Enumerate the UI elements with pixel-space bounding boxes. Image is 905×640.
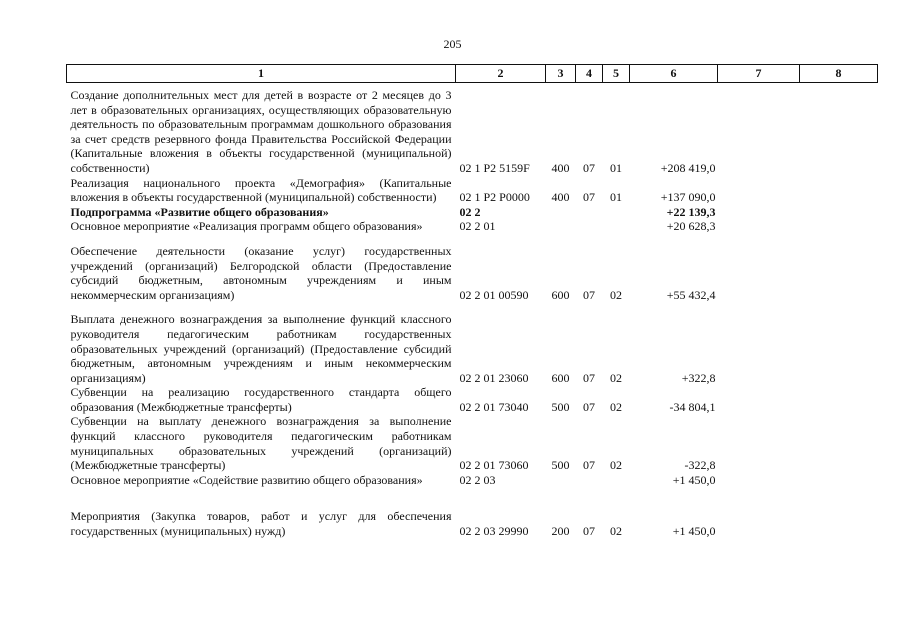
row-col8 — [800, 234, 878, 302]
row-col3: 600 — [551, 370, 570, 385]
row-col4: 07 — [583, 370, 595, 385]
row-col5: 01 — [610, 160, 622, 175]
row-col5: 01 — [610, 190, 622, 205]
row-code: 02 2 01 00590 — [459, 287, 529, 302]
row-code: 02 2 01 — [459, 219, 496, 234]
row-col7 — [718, 205, 800, 220]
row-code: 02 1 P2 P0000 — [459, 190, 530, 205]
table-row — [67, 385, 878, 414]
budget-table — [66, 64, 878, 539]
row-col7 — [718, 234, 800, 302]
row-amount: -322,8 — [684, 458, 716, 473]
row-col3 — [546, 473, 576, 488]
column-header: 8 — [800, 65, 878, 83]
row-col3: 400 — [551, 190, 570, 205]
row-code: 02 2 03 29990 — [459, 524, 529, 539]
row-description: Создание дополнительных мест для детей в возрасте от 2 месяцев до 3 лет в образовательных организациях, осуществляющих образовательную деятельность по образовательным программам дошкольного образования за счет средств резервного фонда Правительства Российской Федерации (Капитальные вложения в объекты государственной (муниципальной) собственности) — [70, 88, 452, 175]
table-row — [67, 473, 878, 488]
header-row — [67, 65, 878, 83]
row-col5: 02 — [610, 458, 622, 473]
row-col4: 07 — [583, 287, 595, 302]
row-col7 — [718, 302, 800, 385]
row-col3 — [546, 219, 576, 234]
column-header: 2 — [456, 65, 546, 83]
row-amount: +22 139,3 — [666, 204, 716, 219]
row-amount: -34 804,1 — [669, 399, 716, 414]
row-col7 — [718, 83, 800, 176]
row-col7 — [718, 487, 800, 538]
row-description: Выплата денежного вознаграждения за выполнение функций классного руководителя педагогическим работникам государственных образовательных учреждений (организаций) (Предоставление субсидий бюджетным, автономным учреждениям и иным некоммерческим организациям) — [70, 312, 452, 385]
column-header: 7 — [718, 65, 800, 83]
row-col8 — [800, 205, 878, 220]
row-description: Субвенции на реализацию государственного стандарта общего образования (Межбюджетные трансферты) — [70, 385, 452, 414]
page-number: 205 — [443, 37, 462, 51]
column-header: 5 — [603, 65, 630, 83]
row-col4: 07 — [583, 524, 595, 539]
row-code: 02 2 03 — [459, 472, 496, 487]
row-description: Обеспечение деятельности (оказание услуг) государственных учреждений (организаций) Белгородской области (Предоставление субсидий бюджетным, автономным учреждениям и иным некоммерческим организациям) — [70, 243, 452, 302]
row-col5 — [603, 219, 630, 234]
row-col3: 400 — [551, 160, 570, 175]
row-col4: 07 — [583, 458, 595, 473]
subprogram-row — [67, 205, 878, 220]
row-col8 — [800, 414, 878, 472]
table-row — [67, 487, 878, 538]
row-code: 02 1 P2 5159F — [459, 160, 530, 175]
row-col8 — [800, 176, 878, 205]
row-col8 — [800, 302, 878, 385]
row-col7 — [718, 219, 800, 234]
column-header: 3 — [546, 65, 576, 83]
row-col4 — [576, 205, 603, 220]
column-header: 6 — [630, 65, 718, 83]
row-description: Субвенции на выплату денежного вознаграждения за выполнение функций классного руководителя педагогическим работникам муниципальных образовательных учреждений (организаций) (Межбюджетные трансферты) — [70, 414, 452, 473]
row-code: 02 2 01 73040 — [459, 399, 529, 414]
row-col4: 07 — [583, 399, 595, 414]
row-code: 02 2 01 73060 — [459, 458, 529, 473]
row-amount: +20 628,3 — [666, 219, 716, 234]
table-row — [67, 176, 878, 205]
row-col7 — [718, 473, 800, 488]
row-col7 — [718, 176, 800, 205]
table-row — [67, 414, 878, 472]
table-row — [67, 302, 878, 385]
row-col3 — [546, 205, 576, 220]
row-description: Основное мероприятие «Реализация программ общего образования» — [70, 219, 423, 234]
row-amount: +55 432,4 — [666, 287, 716, 302]
row-col5: 02 — [610, 524, 622, 539]
row-amount: +1 450,0 — [672, 472, 716, 487]
row-col3: 200 — [551, 524, 570, 539]
row-description: Мероприятия (Закупка товаров, работ и услуг для обеспечения государственных (муниципальных) нужд) — [70, 509, 452, 539]
row-col8 — [800, 487, 878, 538]
row-col8 — [800, 219, 878, 234]
column-header: 4 — [576, 65, 603, 83]
row-col4: 07 — [583, 160, 595, 175]
row-col8 — [800, 83, 878, 176]
row-col7 — [718, 385, 800, 414]
row-col3: 500 — [551, 458, 570, 473]
row-col5 — [603, 205, 630, 220]
row-code: 02 2 — [459, 204, 481, 219]
table-row — [67, 234, 878, 302]
column-header: 1 — [67, 65, 456, 83]
row-col4 — [576, 219, 603, 234]
row-col3: 600 — [551, 287, 570, 302]
row-col3: 500 — [551, 399, 570, 414]
row-amount: +322,8 — [681, 370, 716, 385]
table-row — [67, 219, 878, 234]
row-description: Основное мероприятие «Содействие развитию общего образования» — [70, 472, 423, 487]
row-col8 — [800, 473, 878, 488]
row-col4 — [576, 473, 603, 488]
row-col5: 02 — [610, 287, 622, 302]
row-col5: 02 — [610, 370, 622, 385]
row-description: Подпрограмма «Развитие общего образования» — [70, 204, 329, 219]
row-col4: 07 — [583, 190, 595, 205]
row-col8 — [800, 385, 878, 414]
row-code: 02 2 01 23060 — [459, 370, 529, 385]
row-description: Реализация национального проекта «Демография» (Капитальные вложения в объекты государственной (муниципальной) собственности) — [70, 175, 452, 205]
row-amount: +1 450,0 — [672, 524, 716, 539]
row-amount: +208 419,0 — [660, 160, 716, 175]
row-col5: 02 — [610, 399, 622, 414]
row-col5 — [603, 473, 630, 488]
row-amount: +137 090,0 — [660, 190, 716, 205]
table-row — [67, 83, 878, 176]
row-col7 — [718, 414, 800, 472]
